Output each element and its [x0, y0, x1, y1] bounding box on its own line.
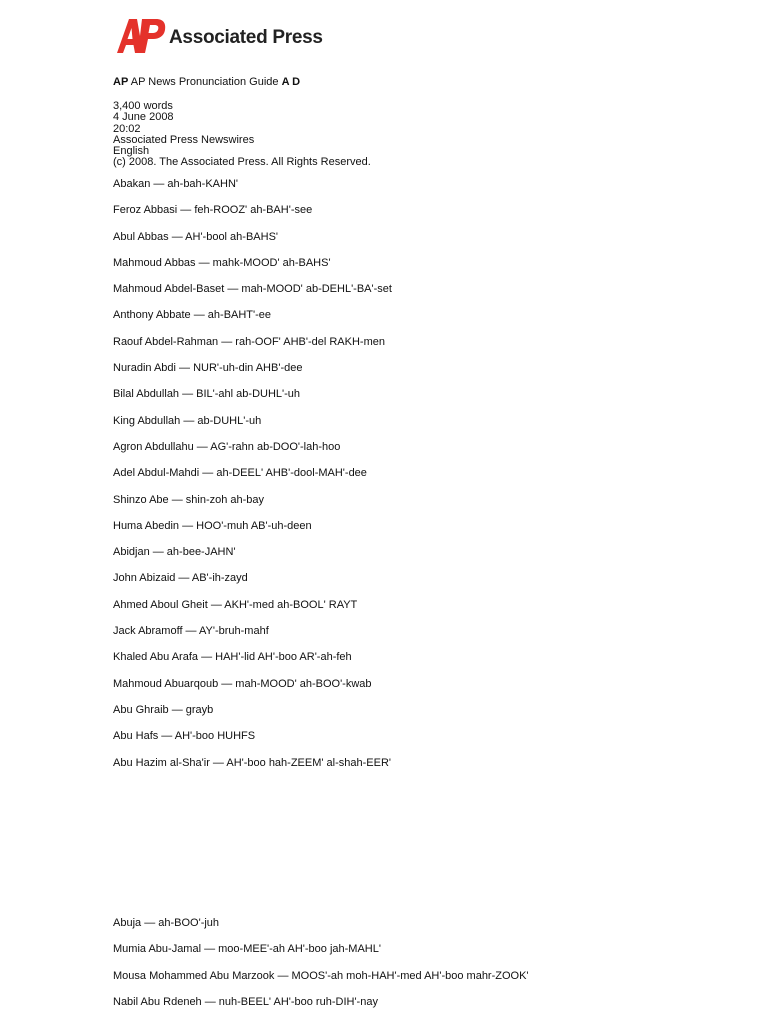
pronunciation-list: [113, 177, 753, 782]
ap-logo-mark-icon: [115, 17, 167, 55]
publish-date: 4 June 2008: [113, 111, 174, 124]
list-item: Agron Abdullahu — AG'-rahn ab-DOO'-lah-hoo: [113, 440, 341, 453]
list-item: John Abizaid — AB'-ih-zayd: [113, 572, 248, 585]
list-item: King Abdullah — ab-DUHL'-uh: [113, 414, 262, 427]
list-item: Khaled Abu Arafa — HAH'-lid AH'-boo AR'-ah-feh: [113, 651, 352, 664]
headline-suffix: A D: [281, 76, 301, 88]
list-item: Abakan — ah-bah-KAHN': [113, 178, 238, 190]
article-header: [113, 76, 753, 169]
list-item: Raouf Abdel-Rahman — rah-OOF' AHB'-del RAKH-men: [113, 335, 385, 348]
list-item: Mahmoud Abuarqoub — mah-MOOD' ah-BOO'-kwab: [113, 677, 372, 690]
word-count: 3,400 words: [113, 100, 173, 112]
list-item: Abu Hazim al-Sha'ir — AH'-boo hah-ZEEM' al-shah-EER': [113, 756, 392, 769]
copyright: (c) 2008. The Associated Press. All Rights Reserved.: [113, 156, 371, 169]
list-item: Jack Abramoff — AY'-bruh-mahf: [113, 625, 269, 638]
list-item: Mahmoud Abbas — mahk-MOOD' ah-BAHS': [113, 256, 331, 269]
list-item: Adel Abdul-Mahdi — ah-DEEL' AHB'-dool-MAH'-dee: [113, 467, 367, 480]
list-item: Huma Abedin — HOO'-muh AB'-uh-deen: [113, 519, 312, 532]
headline-title: AP News Pronunciation Guide: [130, 76, 279, 88]
publish-time: 20:02: [113, 122, 141, 135]
associated-press-logo: [115, 16, 323, 56]
list-item: Bilal Abdullah — BIL'-ahl ab-DUHL'-uh: [113, 388, 301, 401]
list-item: Nabil Abu Rdeneh — nuh-BEEL' AH'-boo ruh-DIH'-nay: [113, 995, 378, 1008]
list-item: Mahmoud Abdel-Baset — mah-MOOD' ab-DEHL'-BA'-set: [113, 283, 392, 296]
list-item: Anthony Abbate — ah-BAHT'-ee: [113, 309, 272, 322]
list-item: Mousa Mohammed Abu Marzook — MOOS'-ah moh-HAH'-med AH'-boo mahr-ZOOK': [113, 969, 529, 982]
list-item: Abidjan — ah-bee-JAHN': [113, 546, 236, 559]
list-item: Shinzo Abe — shin-zoh ah-bay: [113, 493, 265, 506]
list-item: Ahmed Aboul Gheit — AKH'-med ah-BOOL' RAYT: [113, 598, 358, 611]
list-item: Abu Hafs — AH'-boo HUHFS: [113, 730, 256, 743]
headline-prefix: AP: [113, 76, 129, 88]
list-item: Abu Ghraib — grayb: [113, 703, 214, 716]
list-item: Mumia Abu-Jamal — moo-MEE'-ah AH'-boo jah-MAHL': [113, 943, 381, 956]
source-name: Associated Press Newswires: [113, 133, 255, 146]
list-item: Nuradin Abdi — NUR'-uh-din AHB'-dee: [113, 362, 303, 375]
list-item: Abul Abbas — AH'-bool ah-BAHS': [113, 230, 279, 243]
pronunciation-list-continued: [113, 916, 753, 1021]
language: English: [113, 145, 150, 158]
list-item: Abuja — ah-BOO'-juh: [113, 917, 220, 929]
headline: [113, 76, 753, 89]
list-item: Feroz Abbasi — feh-ROOZ' ah-BAH'-see: [113, 204, 313, 217]
logo-text: Associated Press: [169, 26, 323, 48]
article-meta: [113, 101, 753, 169]
